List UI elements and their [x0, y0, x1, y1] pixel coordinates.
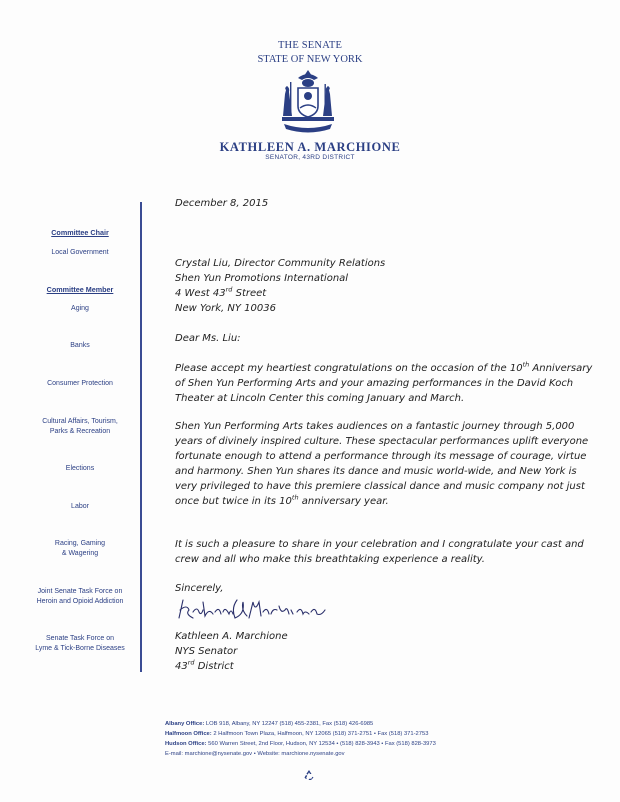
- office-label: Halfmoon Office:: [165, 731, 212, 737]
- street-number: 4 West 43: [175, 288, 226, 299]
- recipient-address: [175, 256, 600, 316]
- senator-name: KATHLEEN A. MARCHIONE: [219, 140, 401, 154]
- committee-item-line: Parks & Recreation: [49, 428, 111, 435]
- letterhead-org-line2: STATE OF NEW YORK: [257, 54, 363, 65]
- letter-date: December 8, 2015: [175, 198, 269, 209]
- district-number: 43: [175, 661, 188, 672]
- albany-office: [165, 719, 585, 729]
- salutation: Dear Ms. Liu:: [175, 333, 241, 344]
- signer-name: Kathleen A. Marchione: [175, 631, 288, 642]
- recipient-street: [175, 286, 600, 301]
- para2-text-cont: anniversary year.: [298, 496, 389, 507]
- hudson-office: [165, 739, 585, 749]
- committee-item-line: Joint Senate Task Force on: [37, 588, 123, 595]
- para1-text: Please accept my heartiest congratulations on the occasion of the 10: [175, 363, 523, 374]
- office-address: 560 Warren Street, 2nd Floor, Hudson, NY 12534 • (518) 828-3943 • Fax (518) 828-3973: [206, 741, 436, 747]
- para1-text-cont: Anniversary of Shen Yun Performing Arts and your amazing performances in the David Koch Theater at Lincoln Center this coming January and March.: [175, 363, 593, 404]
- committee-item: Aging: [71, 305, 89, 312]
- paragraph-3: [175, 537, 600, 567]
- office-address: LOB 918, Albany, NY 12247 (518) 455-2381, Fax (518) 426-6985: [204, 721, 374, 727]
- committee-item-line: Lyme & Tick-Borne Diseases: [35, 645, 125, 652]
- ordinal-suffix: rd: [225, 285, 233, 294]
- committee-item-line: Heroin and Opioid Addiction: [36, 598, 124, 605]
- new-york-state-seal-icon: [276, 68, 340, 134]
- committee-item: [22, 539, 138, 559]
- contact-info: E-mail: marchione@nysenate.gov • Website: marchione.nysenate.gov: [165, 751, 345, 757]
- recipient-city: New York, NY 10036: [175, 303, 276, 314]
- committee-item: [22, 587, 138, 607]
- recipient-name: Crystal Liu, Director Community Relations: [175, 258, 386, 269]
- office-address: 2 Halfmoon Town Plaza, Halfmoon, NY 12065 (518) 371-2751 • Fax (518) 371-2753: [211, 731, 429, 737]
- office-label: Hudson Office:: [165, 741, 207, 747]
- committee-item: Consumer Protection: [47, 380, 113, 387]
- committee-item: [22, 634, 138, 654]
- office-label: Albany Office:: [165, 721, 205, 727]
- district-word: District: [194, 661, 234, 672]
- committee-item-line: Senate Task Force on: [46, 635, 114, 642]
- footer-offices: [165, 719, 585, 759]
- paragraph-1: [175, 361, 600, 406]
- committee-item: Labor: [71, 503, 89, 510]
- committee-item: Elections: [65, 465, 95, 472]
- recipient-org: Shen Yun Promotions International: [175, 273, 349, 284]
- para3-text: It is such a pleasure to share in your celebration and I congratulate your cast and crew and all who make this breathtaking experience a reality.: [175, 539, 584, 565]
- committee-item: [22, 417, 138, 437]
- sidebar-divider: [140, 202, 142, 672]
- letterhead-org-line1: THE SENATE: [277, 40, 343, 51]
- senator-district: SENATOR, 43RD DISTRICT: [265, 154, 355, 161]
- committee-chair-heading: Committee Chair: [51, 228, 109, 237]
- committee-item-line: & Wagering: [61, 550, 99, 557]
- signature-block: [175, 629, 600, 674]
- recycle-icon: [302, 768, 316, 782]
- committee-item-line: Racing, Gaming: [54, 540, 106, 547]
- paragraph-2: [175, 419, 600, 509]
- signer-title: NYS Senator: [175, 646, 238, 657]
- ordinal-suffix: th: [291, 493, 299, 502]
- street-name: Street: [232, 288, 267, 299]
- handwritten-signature: [175, 594, 335, 626]
- committee-member-heading: Committee Member: [46, 285, 114, 294]
- halfmoon-office: [165, 729, 585, 739]
- closing: Sincerely,: [175, 583, 224, 594]
- ordinal-suffix: rd: [187, 658, 195, 667]
- committee-item-line: Cultural Affairs, Tourism,: [42, 418, 118, 425]
- para2-text: Shen Yun Performing Arts takes audiences on a fantastic journey through 5,000 years of divinely inspired culture. These spectacular performances uplift everyone fortunate enough to attend a performance through its message of courage, virtue and harmony. Shen Yun shares its dance and music world-wide, and New York is very privileged to have this premiere classical dance and music company not just once but twice in its 10: [175, 421, 589, 507]
- ordinal-suffix: th: [522, 360, 530, 369]
- committee-item: Banks: [70, 342, 90, 349]
- committee-item: Local Government: [51, 249, 109, 256]
- signer-district: [175, 659, 600, 674]
